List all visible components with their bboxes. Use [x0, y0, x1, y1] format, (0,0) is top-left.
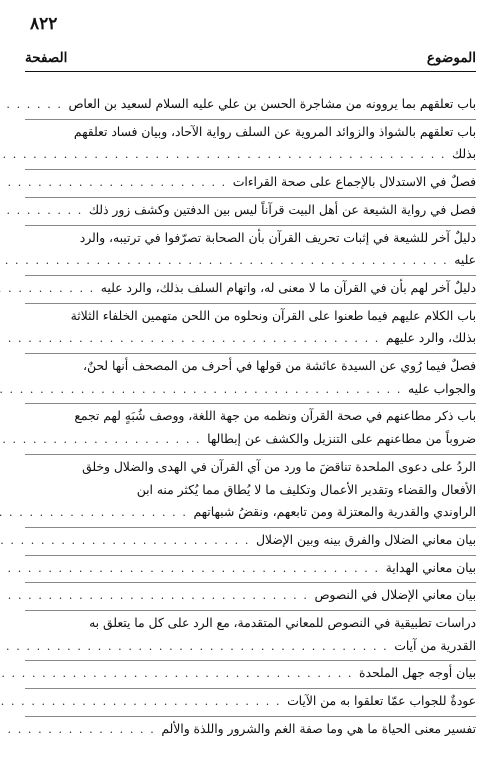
toc-entry-text: بذلك، والرد عليهم	[385, 331, 476, 346]
toc-entry	[25, 199, 476, 223]
entry-separator	[25, 353, 476, 354]
dot-leader	[0, 691, 281, 714]
toc-entry-text: بيان معاني الهداية	[385, 560, 476, 575]
toc-entry-line	[25, 199, 476, 223]
toc-entry	[25, 718, 476, 742]
entry-separator	[25, 303, 476, 304]
toc-entry	[25, 405, 476, 451]
dot-leader	[0, 379, 402, 402]
dot-leader	[0, 429, 201, 452]
toc-entry-text: باب الكلام عليهم فيما طعنوا على القرآن ونحلوه من اللحن متهمين الخلفاء الثلاثة	[70, 308, 476, 323]
toc-entry	[25, 121, 476, 167]
dot-leader	[0, 328, 380, 351]
dot-leader	[0, 636, 388, 659]
toc-entry-text: بذلك	[452, 147, 476, 162]
toc-entry-line	[25, 378, 476, 402]
toc-entry-line	[25, 479, 476, 502]
toc-entry-line	[25, 171, 476, 195]
entry-separator	[25, 454, 476, 455]
toc-entry-text: بيان معاني الضلال والفرق بينه وبين الإضلال	[255, 532, 476, 547]
entry-separator	[25, 527, 476, 528]
entry-separator	[25, 688, 476, 689]
toc-entry-line	[25, 305, 476, 328]
entry-separator	[25, 716, 476, 717]
entry-separator	[25, 197, 476, 198]
toc-entry-text: باب ذكر مطاعنهم في صحة القرآن ونظمه من جهة اللغة، ووصف شُبَهٍ لهم تجمع	[74, 409, 476, 424]
dot-leader	[0, 502, 187, 525]
dot-leader	[0, 663, 353, 686]
toc-entry-text: الردُ على دعوى الملحدة تناقضَ ما ورد من آي القرآن في الهدى والضلال وخلق	[82, 459, 476, 474]
dot-leader	[0, 719, 155, 742]
page-column-label: الصفحة	[25, 50, 68, 66]
toc-entry	[25, 529, 476, 553]
page-number: ٨٢٢	[30, 14, 58, 34]
toc-entry-line	[25, 121, 476, 144]
toc-entry-line	[25, 355, 476, 378]
toc-entry-line	[25, 501, 476, 525]
toc-entry-line	[25, 143, 476, 167]
toc-entry-line	[25, 557, 476, 581]
entry-separator	[25, 275, 476, 276]
toc-entry-text: بيان معاني الإضلال في النصوص	[314, 588, 476, 603]
toc-entry	[25, 612, 476, 658]
entry-separator	[25, 169, 476, 170]
dot-leader	[0, 144, 446, 167]
toc-entry-line	[25, 405, 476, 428]
toc-entry	[25, 690, 476, 714]
entry-separator	[25, 403, 476, 404]
dot-leader	[0, 172, 227, 195]
toc-list	[25, 93, 476, 742]
toc-entry-line	[25, 277, 476, 301]
toc-entry-line	[25, 635, 476, 659]
toc-entry	[25, 277, 476, 301]
toc-entry-line	[25, 227, 476, 250]
dot-leader	[0, 250, 448, 273]
dot-leader	[0, 530, 250, 553]
entry-separator	[25, 225, 476, 226]
toc-entry-text: الأفعال والقضاء وتقدير الأعمال وتكليف ما لا يُطاق مما يُكثر منه ابن	[136, 482, 476, 497]
toc-entry	[25, 171, 476, 195]
toc-entry-line	[25, 529, 476, 553]
toc-entry	[25, 662, 476, 686]
dot-leader	[0, 200, 83, 223]
toc-header	[25, 44, 476, 66]
toc-entry-text: عليه	[454, 253, 476, 268]
toc-entry-line	[25, 662, 476, 686]
toc-entry-text: فصلٌ في الاستدلال بالإجماع على صحة القراءات	[232, 175, 476, 190]
toc-entry	[25, 584, 476, 608]
toc-entry-text: باب تعلقهم بما يروونه من مشاجرة الحسن بن علي عليه السلام لسعيد بن العاص	[68, 97, 476, 111]
entry-separator	[25, 555, 476, 556]
toc-entry-line	[25, 690, 476, 714]
toc-entry-text: باب تعلقهم بالشواذ والزوائد المروية عن السلف رواية الآحاد، وبيان فساد تعلقهم	[73, 124, 476, 139]
toc-entry	[25, 227, 476, 273]
toc-entry	[25, 93, 476, 117]
entry-separator	[25, 582, 476, 583]
topic-column-label: الموضوع	[426, 50, 476, 66]
toc-entry-text: دليلٌ آخر للشيعة في إثبات تحريف القرآن بأن الصحابة تصرّفوا في ترتيبه، والرد	[79, 230, 476, 245]
toc-entry-text: ضروباً من مطاعنهم على التنزيل والكشف عن إبطالها	[207, 432, 476, 447]
toc-entry-text: بيان أوجه جهل الملحدة	[359, 666, 476, 681]
toc-entry-text: والجواب عليه	[407, 381, 476, 396]
toc-entry	[25, 557, 476, 581]
toc-entry-line	[25, 456, 476, 479]
dot-leader	[0, 94, 63, 117]
toc-entry-line	[25, 584, 476, 608]
toc-entry	[25, 305, 476, 351]
toc-entry-line	[25, 612, 476, 635]
toc-entry-text: فصل في رواية الشيعة عن أهل البيت قرآناً ليس بين الدفتين وكشف زور ذلك	[88, 202, 476, 217]
toc-entry-line	[25, 428, 476, 452]
toc-entry-text: الراوندي والقدرية والمعتزلة ومن تابعهم، ونقضُ شبهاتهم	[193, 505, 476, 520]
dot-leader	[0, 585, 308, 608]
toc-entry	[25, 355, 476, 401]
dot-leader	[0, 558, 380, 581]
toc-entry-line	[25, 249, 476, 273]
toc-entry	[25, 456, 476, 525]
toc-entry-line	[25, 93, 476, 117]
toc-entry-line	[25, 718, 476, 742]
dot-leader	[0, 278, 95, 301]
toc-entry-text: فصلٌ فيما رُوي عن السيدة عائشة من قولها في أحرف من المصحف أنها لحنٌ،	[83, 359, 476, 374]
toc-entry-text: تفسير معنى الحياة ما هي وما صفة الغم والشرور واللذة والألم	[161, 721, 476, 736]
toc-entry-text: دليلٌ آخر لهم بأن في القرآن ما لا معنى له، واتهام السلف بذلك، والرد عليه	[100, 280, 476, 295]
entry-separator	[25, 660, 476, 661]
toc-entry-text: دراسات تطبيقية في النصوص للمعاني المتقدمة، مع الرد على كل ما يتعلق به	[89, 616, 476, 631]
entry-separator	[25, 610, 476, 611]
toc-entry-line	[25, 327, 476, 351]
header-rule	[25, 71, 476, 72]
entry-separator	[25, 119, 476, 120]
toc-entry-text: عودةٌ للجواب عمّا تعلقوا به من الآيات	[287, 694, 476, 709]
toc-entry-text: القدرية من آيات	[394, 638, 476, 653]
